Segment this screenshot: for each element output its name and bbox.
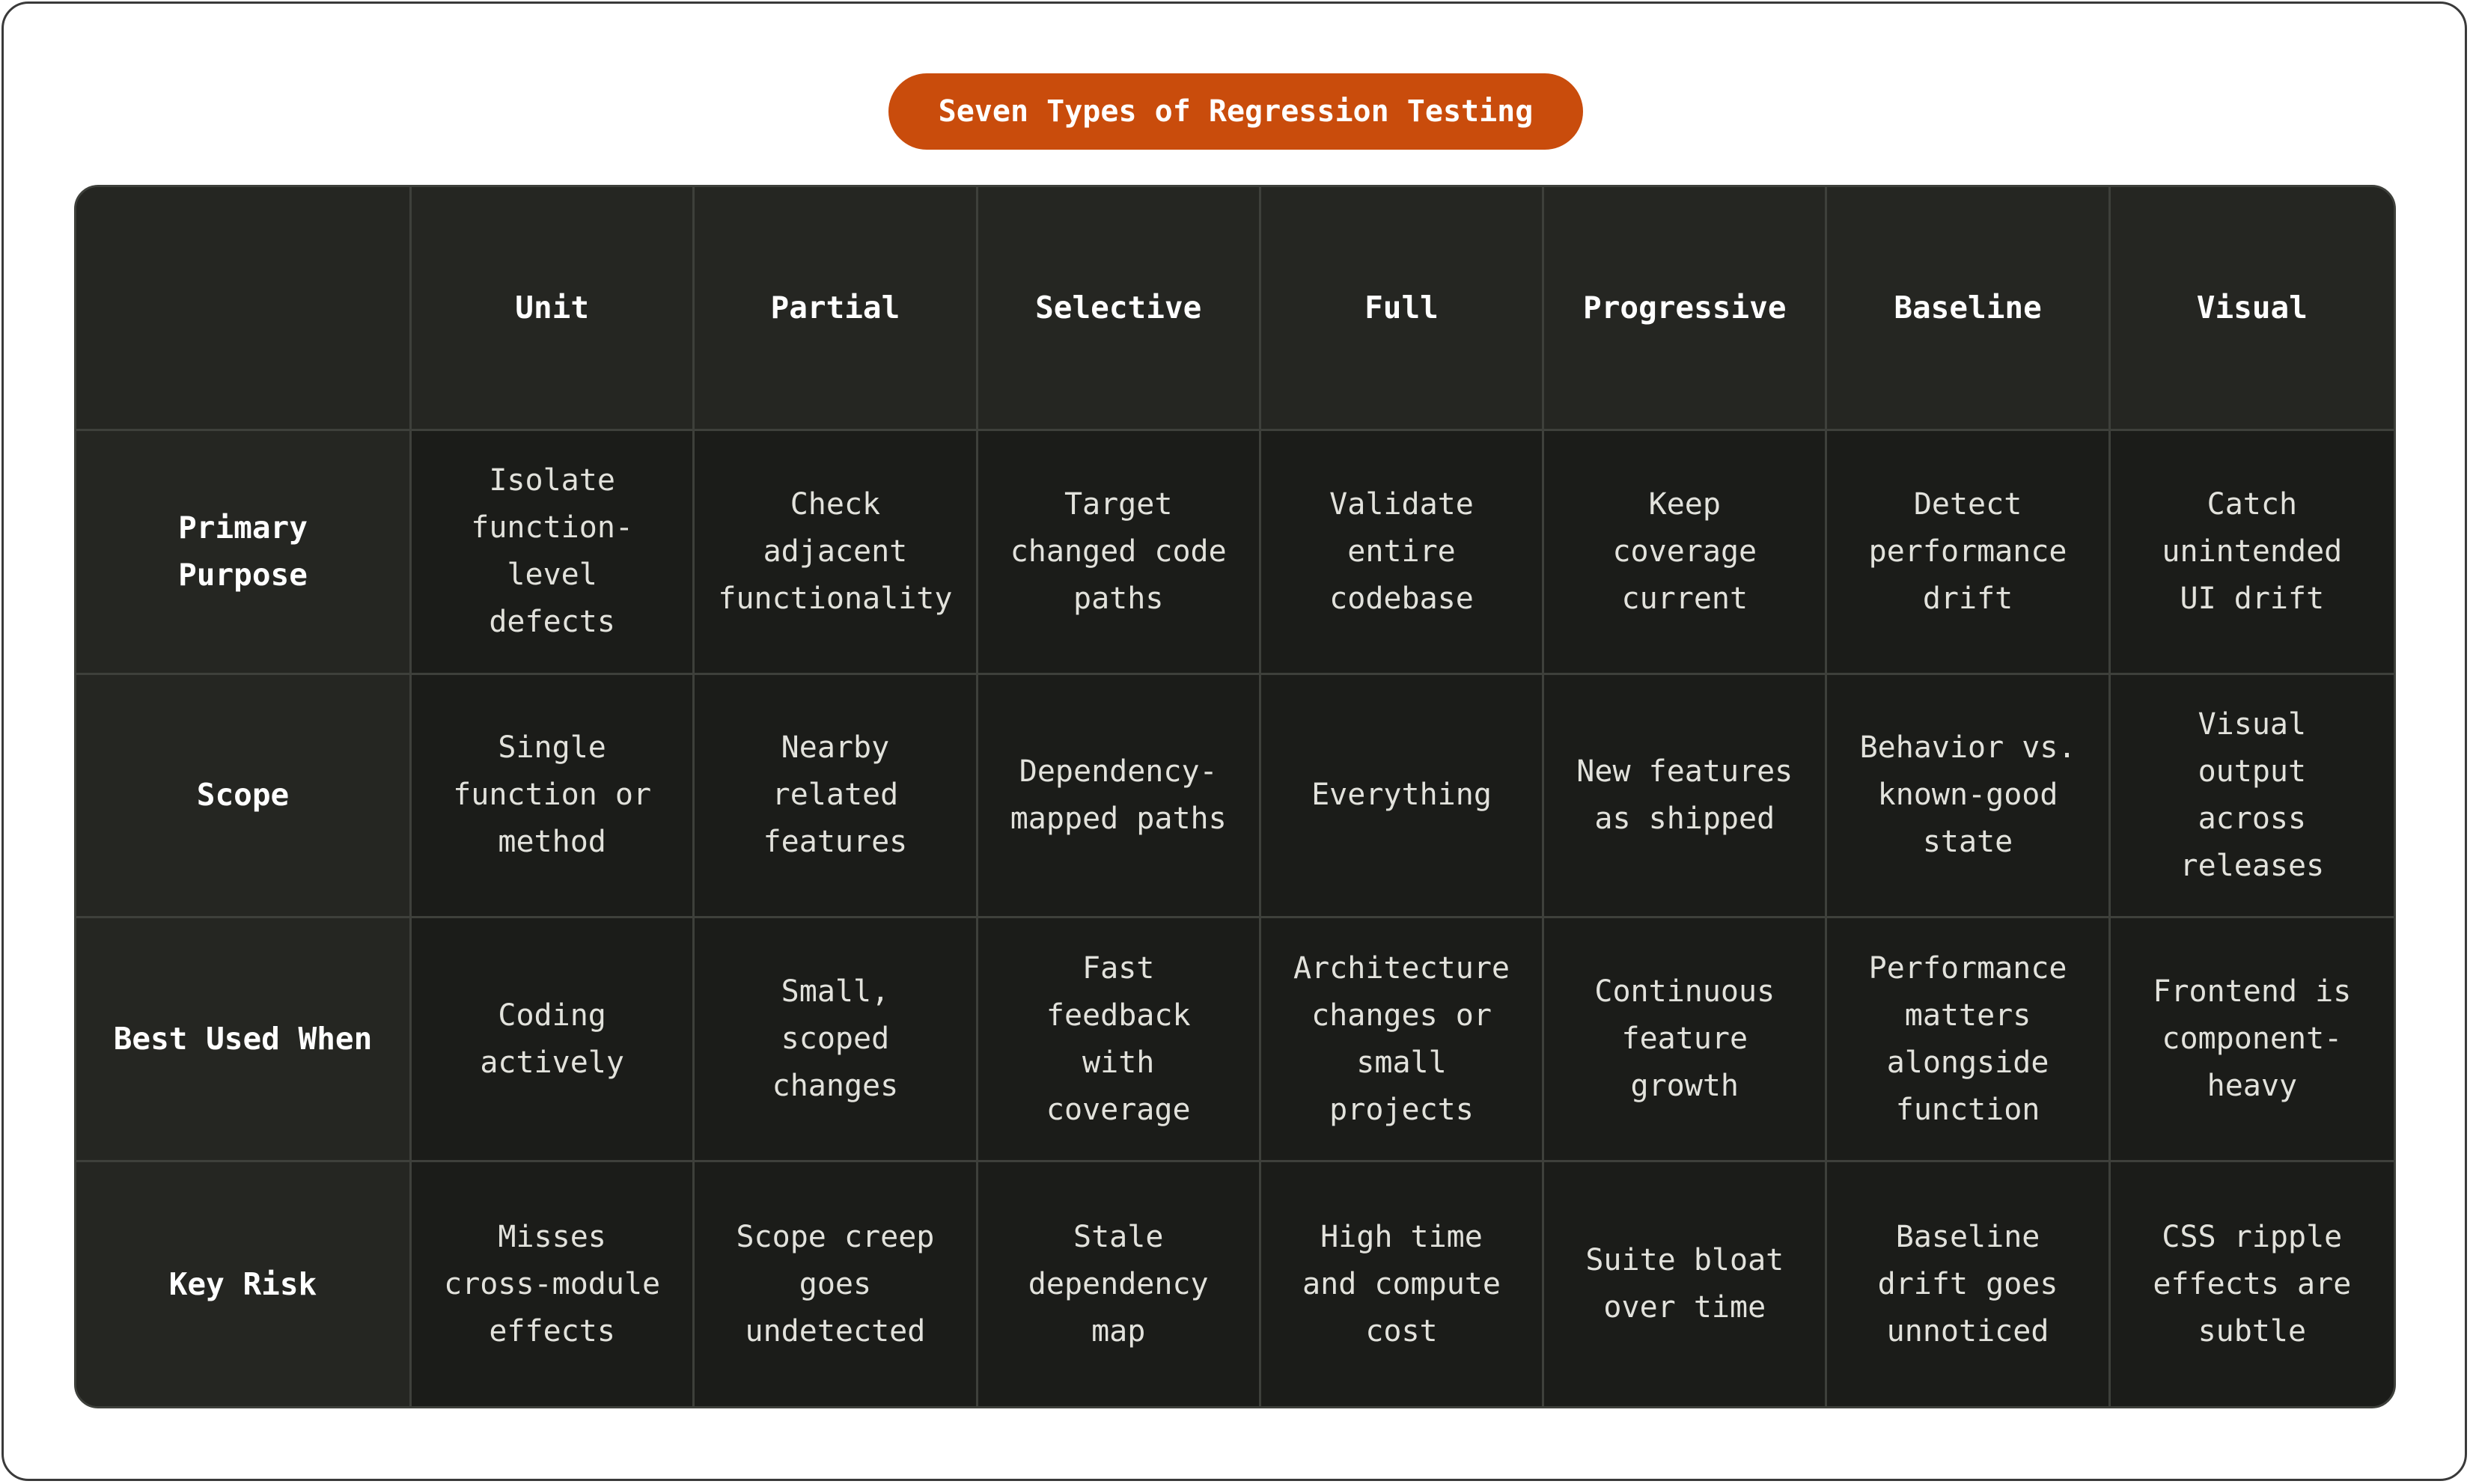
row-header-primary-purpose: Primary Purpose — [76, 431, 412, 675]
row-header-best-used-when: Best Used When — [76, 918, 412, 1162]
table-cell: Coding actively — [412, 918, 695, 1162]
table-cell: Scope creep goes undetected — [695, 1162, 978, 1406]
table-cell: Everything — [1261, 675, 1544, 919]
column-header-progressive: Progressive — [1544, 187, 1827, 431]
table-cell: Continuous feature growth — [1544, 918, 1827, 1162]
table-cell: Isolate function- level defects — [412, 431, 695, 675]
row-header-key-risk: Key Risk — [76, 1162, 412, 1406]
table-cell: Stale dependency map — [978, 1162, 1261, 1406]
table-cell: Frontend is component- heavy — [2111, 918, 2394, 1162]
row-header-scope: Scope — [76, 675, 412, 919]
table-cell: New features as shipped — [1544, 675, 1827, 919]
table-cell: Architecture changes or small projects — [1261, 918, 1544, 1162]
table-cell: Target changed code paths — [978, 431, 1261, 675]
table-cell: Validate entire codebase — [1261, 431, 1544, 675]
column-header-full: Full — [1261, 187, 1544, 431]
table-cell: Nearby related features — [695, 675, 978, 919]
diagram-title: Seven Types of Regression Testing — [888, 73, 1583, 150]
column-header-visual: Visual — [2111, 187, 2394, 431]
table-cell: Keep coverage current — [1544, 431, 1827, 675]
table-cell: CSS ripple effects are subtle — [2111, 1162, 2394, 1406]
column-header-partial: Partial — [695, 187, 978, 431]
table-cell: Single function or method — [412, 675, 695, 919]
table-cell: Behavior vs. known-good state — [1827, 675, 2110, 919]
table-cell: Detect performance drift — [1827, 431, 2110, 675]
table-cell: High time and compute cost — [1261, 1162, 1544, 1406]
column-header-selective: Selective — [978, 187, 1261, 431]
comparison-table — [74, 185, 2396, 1408]
table-cell: Misses cross-module effects — [412, 1162, 695, 1406]
table-cell: Fast feedback with coverage — [978, 918, 1261, 1162]
table-corner — [76, 187, 412, 431]
table-cell: Small, scoped changes — [695, 918, 978, 1162]
table-cell: Baseline drift goes unnoticed — [1827, 1162, 2110, 1406]
column-header-baseline: Baseline — [1827, 187, 2110, 431]
table-cell: Performance matters alongside function — [1827, 918, 2110, 1162]
table-cell: Catch unintended UI drift — [2111, 431, 2394, 675]
table-cell: Visual output across releases — [2111, 675, 2394, 919]
table-cell: Dependency- mapped paths — [978, 675, 1261, 919]
column-header-unit: Unit — [412, 187, 695, 431]
table-cell: Suite bloat over time — [1544, 1162, 1827, 1406]
table-cell: Check adjacent functionality — [695, 431, 978, 675]
